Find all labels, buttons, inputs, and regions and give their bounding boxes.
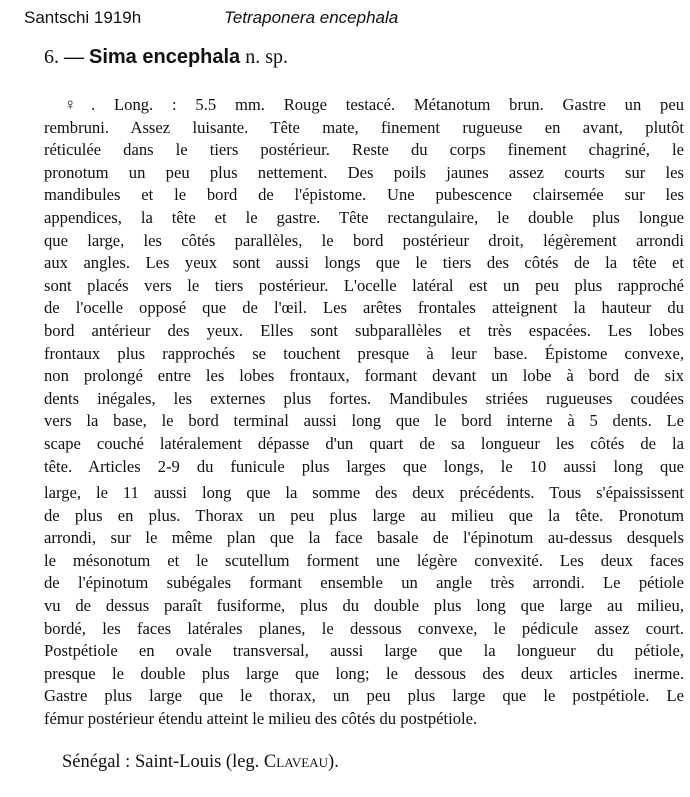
description-line: le mésonotum et le scutellum forment une légère convexité. Les deux faces: [44, 550, 684, 570]
description-line: large, le 11 aussi long que la somme des deux précédents. Tous s'épaississent: [44, 483, 684, 503]
description-line: tête. Articles 2-9 du funicule plus larges que longs, le 10 aussi long que: [44, 456, 684, 476]
new-species-marker: n. sp.: [245, 46, 288, 68]
description-line: de plus en plus. Thorax un peu plus large au milieu que la tête. Pronotum: [44, 505, 684, 525]
description-line: rembruni. Assez luisante. Tête mate, finement rugueuse en avant, plutôt: [44, 117, 684, 137]
description-line: appendices, la tête et le gastre. Tête rectangulaire, le double plus longue: [44, 207, 684, 227]
description-line: frontaux plus rapprochés se touchent presque à leur base. Épistome convexe,: [44, 343, 684, 363]
header-taxon-name: Tetraponera encephala: [224, 8, 399, 27]
description-line: pronotum un peu plus nettement. Des poils jaunes assez courts sur les: [44, 162, 684, 182]
description-line: Gastre plus large que le thorax, un peu plus large que le postpétiole. Le: [44, 686, 684, 706]
description-line: vers la base, le bord terminal aussi long que le bord interne à 5 dents. Le: [44, 411, 684, 431]
collector-name: Claveau: [263, 752, 329, 772]
species-name: Sima encephala: [89, 46, 241, 68]
description-line: mandibules et le bord de l'épistome. Une pubescence clairsemée sur les: [44, 185, 684, 205]
description-line: ♀. Long. : 5.5 mm. Rouge testacé. Métanotum brun. Gastre un peu: [64, 95, 684, 114]
description-line: arrondi, sur le même plan que la face basale de l'épinotum au-dessus desquels: [44, 528, 684, 548]
description-line: de l'épinotum subégales formant ensemble un angle très arrondi. Le pétiole: [44, 573, 684, 593]
description-line: bordé, les faces latérales planes, le dessous convexe, le pédicule assez court.: [44, 618, 684, 638]
description-line: bord antérieur des yeux. Elles sont subparallèles et très espacées. Les lobes: [44, 320, 684, 340]
description-line: de l'ocelle opposé que de l'œil. Les arêtes frontales atteignent la hauteur du: [44, 298, 684, 318]
description-line: aux angles. Les yeux sont aussi longs que le tiers des côtés de la tête et: [44, 253, 684, 273]
description-line: dents inégales, les externes plus fortes. Mandibules striées rugueuses coudées: [44, 388, 684, 408]
header-author-year: Santschi 1919h: [24, 8, 142, 27]
description-line: vu de dessus paraît fusiforme, plus du double plus long que large au milieu,: [44, 596, 684, 616]
heading-dash: —: [64, 46, 84, 68]
description-line: Postpétiole en ovale transversal, aussi large que la longueur du pétiole,: [44, 641, 684, 661]
description-line: fémur postérieur étendu atteint le milieu des côtés du postpétiole.: [44, 709, 478, 729]
description-line: scape couché latéralement dépasse d'un quart de sa longueur les côtés de la: [44, 433, 684, 453]
description-line: presque le double plus large que long; le dessous des deux articles inerme.: [44, 663, 684, 683]
species-number: 6.: [44, 46, 59, 68]
species-heading: [44, 46, 288, 69]
species-description: [44, 94, 684, 731]
description-line: que large, les côtés parallèles, le bord postérieur droit, légèrement arrondi: [44, 230, 684, 250]
description-line: sont placés vers le tiers postérieur. L'ocelle latéral est un peu plus rapproché: [44, 275, 684, 295]
locality-place: Sénégal : Saint-Louis (leg.: [62, 752, 260, 772]
description-line: réticulée dans le tiers postérieur. Reste du corps finement chagriné, le: [44, 140, 684, 160]
description-line: non prolongé entre les lobes frontaux, formant devant un lobe à bord de six: [44, 366, 684, 386]
locality-record: [62, 752, 339, 773]
locality-close: ).: [328, 752, 339, 772]
